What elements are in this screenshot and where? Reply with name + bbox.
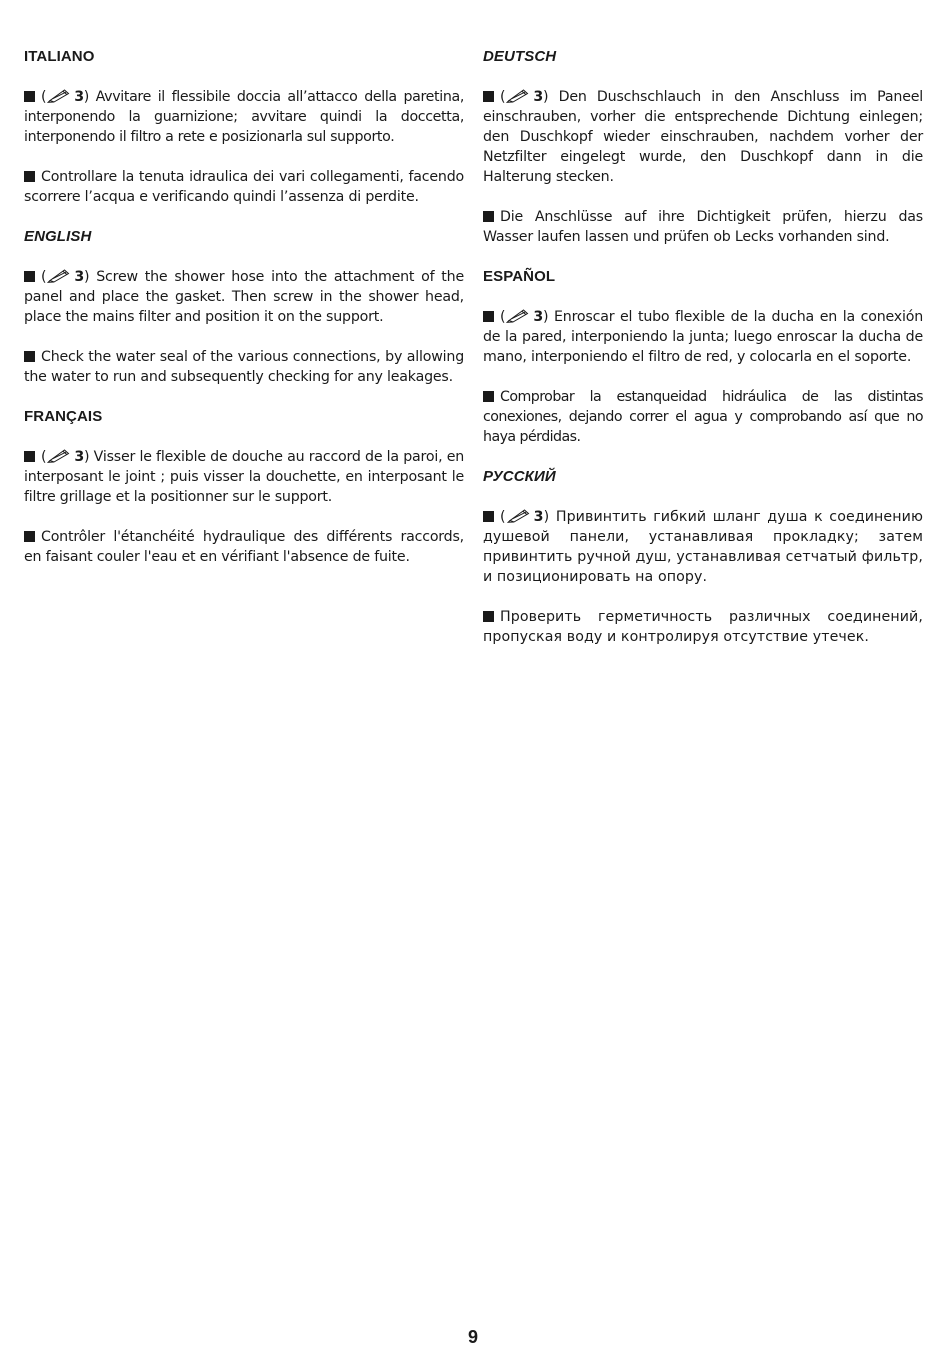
section-title-espanol: ESPAÑOL (483, 268, 556, 285)
italiano-step-1-text: Avvitare il flessibile doccia all’attacco della paretina, interponendo la guarnizione; avvitare quindi la doccetta, interponendo il filtro a rete e posizionarla sul supporto. (24, 89, 464, 145)
english-step-1-text: Screw the shower hose into the attachment of the panel and place the gasket. Then screw in the shower head, place the mains filter and position it on the support. (24, 269, 464, 325)
francais-step-1-text: Visser le flexible de douche au raccord de la paroi, en interposant le joint ; puis visser la douchette, en interposant le filtre grillage et la positionner sur le support. (24, 449, 465, 505)
bullet-square (24, 91, 35, 102)
russian-step-1-text: Привинтить гибкий шланг душа к соединению душевой панели, устанавливая прокладку; затем привинтить ручной душ, устанавливая сетчатый фильтр, и позиционировать на опору. (483, 509, 923, 585)
english-step-1 (24, 267, 464, 327)
deutsch-step-1 (483, 87, 923, 187)
section-title-deutsch: DEUTSCH (483, 48, 557, 65)
italiano-step-1 (24, 87, 464, 147)
figure-reference: ( 3) (500, 309, 549, 325)
russian-step-2 (483, 607, 923, 647)
bullet-square (483, 391, 494, 402)
italiano-step-2 (24, 167, 464, 207)
english-step-2 (24, 347, 464, 387)
section-title-francais: FRANÇAIS (24, 408, 103, 425)
bullet-square (483, 611, 494, 622)
espanol-step-2-text: Comprobar la estanqueidad hidráulica de las distintas conexiones, dejando correr el agua y comprobando así que no haya pérdidas. (483, 389, 923, 445)
left-column (24, 47, 464, 587)
bullet-square (483, 211, 494, 222)
espanol-step-2 (483, 387, 923, 447)
russian-step-2-text: Проверить герметичность различных соединений, пропуская воду и контролируя отсутствие утечек. (483, 609, 923, 645)
francais-step-2-text: Contrôler l'étanchéité hydraulique des différents raccords, en faisant couler l'eau et en vérifiant l'absence de fuite. (24, 529, 464, 565)
pencil-icon (507, 508, 531, 523)
bullet-square (24, 171, 35, 182)
bullet-square (483, 511, 494, 522)
figure-reference: ( 3) (41, 89, 89, 105)
bullet-square (24, 531, 35, 542)
francais-step-2 (24, 527, 464, 567)
section-title-russian: РУССКИЙ (483, 468, 556, 485)
bullet-square (24, 351, 35, 362)
page-number: 9 (467, 1327, 478, 1347)
espanol-step-1 (483, 307, 923, 367)
right-column (483, 47, 923, 667)
figure-reference: ( 3) (41, 269, 90, 285)
figure-reference: ( 3) (41, 449, 90, 465)
bullet-square (483, 91, 494, 102)
pencil-icon (506, 308, 530, 323)
bullet-square (24, 271, 35, 282)
bullet-square (483, 311, 494, 322)
deutsch-step-2 (483, 207, 923, 247)
italiano-step-2-text: Controllare la tenuta idraulica dei vari collegamenti, facendo scorrere l’acqua e verificando quindi l’assenza di perdite. (24, 169, 464, 205)
pencil-icon (47, 88, 71, 103)
pencil-icon (47, 268, 71, 283)
deutsch-step-2-text: Die Anschlüsse auf ihre Dichtigkeit prüfen, hierzu das Wasser laufen lassen und prüfen ob Lecks vorhanden sind. (483, 209, 923, 245)
russian-step-1 (483, 507, 923, 587)
section-title-italiano: ITALIANO (24, 48, 95, 65)
bullet-square (24, 451, 35, 462)
figure-reference: ( 3) (500, 89, 549, 105)
section-title-english: ENGLISH (24, 228, 92, 245)
francais-step-1 (24, 447, 464, 507)
figure-reference: ( 3) (500, 509, 550, 525)
pencil-icon (47, 448, 71, 463)
pencil-icon (506, 88, 530, 103)
english-step-2-text: Check the water seal of the various connections, by allowing the water to run and subsequently checking for any leakages. (24, 349, 464, 385)
deutsch-step-1-text: Den Duschschlauch in den Anschluss im Paneel einschrauben, vorher die entsprechende Dichtung einlegen; den Duschkopf wieder einschrauben, nachdem vorher der Netzfilter eingelegt wurde, den Duschkopf dann in die Halterung stecken. (483, 89, 923, 185)
espanol-step-1-text: Enroscar el tubo flexible de la ducha en la conexión de la pared, interponiendo la junta; luego enroscar la ducha de mano, interponiendo el filtro de red, y colocarla en el soporte. (483, 309, 923, 365)
